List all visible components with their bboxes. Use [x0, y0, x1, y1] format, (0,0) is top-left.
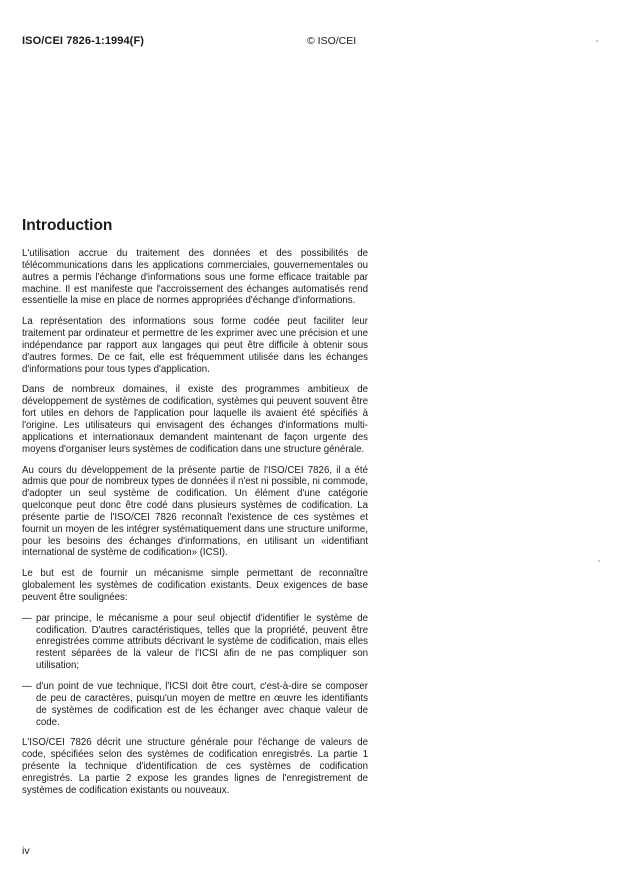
list-item	[22, 613, 368, 672]
section-title: Introduction	[22, 217, 113, 234]
dash-marker: —	[22, 612, 32, 624]
copyright-notice: © ISO/CEI	[307, 35, 357, 47]
paragraph-1: L'utilisation accrue du traitement des données et des possibilités de télécommunications dans les applications commerciales, gouvernementales ou autres a permis l'échange d'informations sous une forme efficace traitable par machine. Il est manifeste que l'accroissement des échanges automatisés rend essentielle la mise en place de normes appropriées d'échange d'informations.	[22, 248, 368, 307]
list-item	[22, 681, 368, 728]
list-item-text: d'un point de vue technique, l'ICSI doit être court, c'est-à-dire se composer de peu de caractères, puisqu'un moyen de mettre en œuvre les identifiants de systèmes de codification est de les échanger avec chaque valeur de code.	[36, 681, 368, 728]
paragraph-5: Le but est de fournir un mécanisme simple permettant de reconnaître globalement les systèmes de codification existants. Deux exigences de base peuvent être soulignées:	[22, 568, 368, 603]
scan-speck	[598, 560, 600, 562]
list-item-text: par principe, le mécanisme a pour seul objectif d'identifier le système de codification. D'autres caractéristiques, telles que la propriété, peuvent être enregistrées comme attributs décrivant le système de codification, mais elles restent séparées de la valeur de l'ICSI afin de ne pas compliquer son utilisation;	[36, 612, 368, 672]
paragraph-2: La représentation des informations sous forme codée peut faciliter leur traitement par ordinateur et permettre de les exprimer avec une précision et une indépendance par rapport aux langages qui peut être difficile à obtenir sous d'autres formes. De ce fait, elle est fréquemment utilisée dans les échanges d'informations pour tous types d'application.	[22, 316, 368, 375]
scan-speck	[596, 40, 598, 42]
page-number: iv	[22, 845, 30, 857]
paragraph-final: L'ISO/CEI 7826 décrit une structure générale pour l'échange de valeurs de code, spécifiées selon des systèmes de codification enregistrés. La partie 1 présente la technique d'identification de ces systèmes de codification enregistrés. La partie 2 expose les grandes lignes de l'enregistrement de systèmes de codification existants ou nouveaux.	[22, 737, 368, 796]
body-text	[22, 248, 368, 806]
paragraph-3: Dans de nombreux domaines, il existe des programmes ambitieux de développement de systèmes de codification, systèmes qui peuvent souvent être fort utiles en dehors de l'application pour laquelle ils avaient été spécifiés à l'origine. Les utilisateurs qui envisagent des échanges d'informations multi-applications et internationaux demandent maintenant de façon urgente des moyens d'organiser leurs systèmes de codification dans une structure générale.	[22, 384, 368, 455]
dash-marker: —	[22, 681, 32, 692]
standard-reference: ISO/CEI 7826-1:1994(F)	[22, 35, 145, 47]
paragraph-4: Au cours du développement de la présente partie de l'ISO/CEI 7826, il a été admis que pour de nombreux types de données il n'est ni possible, ni commode, d'adopter un seul système de codification. Un élément d'une catégorie quelconque peut donc être codé dans plusieurs systèmes de codification. La présente partie de l'ISO/CEI 7826 reconnaît l'existence de ces systèmes et fournit un moyen de les intégrer systématiquement dans une structure uniforme, pour les besoins des échanges d'informations, en utilisant un «identifiant international de système de codification» (ICSI).	[22, 464, 368, 559]
